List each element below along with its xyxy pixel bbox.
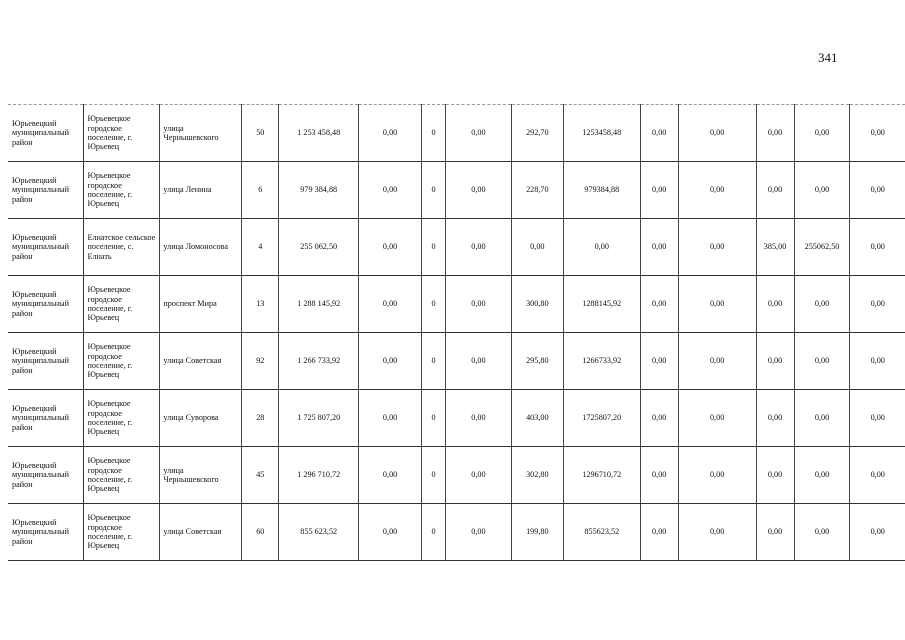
street-cell: улица Чернышевского (160, 447, 242, 504)
house-number-cell: 13 (242, 276, 279, 333)
settlement-cell: Юрьевецкое городское поселение, г. Юрьевец (84, 504, 160, 561)
district-cell: Юрьевецкий муниципальный район (8, 333, 84, 390)
house-number-cell: 60 (242, 504, 279, 561)
district-cell: Юрьевецкий муниципальный район (8, 504, 84, 561)
table-row (8, 162, 905, 219)
value-cell: 0,00 (850, 105, 905, 162)
cost-cell: 1288145,92 (563, 276, 640, 333)
value-cell: 0,00 (850, 333, 905, 390)
value-cell: 0 (422, 105, 446, 162)
value-cell: 0,00 (678, 162, 756, 219)
value-cell: 0,00 (850, 390, 905, 447)
value-cell: 0,00 (640, 276, 678, 333)
value-cell: 0,00 (794, 390, 850, 447)
value-cell: 385,00 (756, 219, 794, 276)
value-cell: 0,00 (445, 219, 511, 276)
street-cell: улица Ленина (160, 162, 242, 219)
value-cell: 0 (422, 447, 446, 504)
house-number-cell: 6 (242, 162, 279, 219)
value-cell: 0,00 (678, 105, 756, 162)
value-cell: 0,00 (640, 333, 678, 390)
area-cell: 228,70 (511, 162, 563, 219)
value-cell: 0,00 (756, 276, 794, 333)
value-cell: 0,00 (640, 162, 678, 219)
value-cell: 0,00 (756, 333, 794, 390)
total-cost-cell: 1 296 710,72 (279, 447, 359, 504)
value-cell: 0,00 (640, 447, 678, 504)
cost-cell: 1253458,48 (563, 105, 640, 162)
total-cost-cell: 855 623,52 (279, 504, 359, 561)
value-cell: 0,00 (359, 276, 422, 333)
value-cell: 0,00 (794, 162, 850, 219)
value-cell: 0,00 (359, 390, 422, 447)
value-cell: 0,00 (794, 105, 850, 162)
district-cell: Юрьевецкий муниципальный район (8, 276, 84, 333)
street-cell: проспект Мира (160, 276, 242, 333)
street-cell: улица Ломоносова (160, 219, 242, 276)
value-cell: 0,00 (445, 333, 511, 390)
value-cell: 0,00 (756, 504, 794, 561)
value-cell: 0,00 (850, 162, 905, 219)
value-cell: 0,00 (640, 390, 678, 447)
value-cell: 0,00 (756, 447, 794, 504)
value-cell: 0,00 (359, 504, 422, 561)
table-row (8, 276, 905, 333)
area-cell: 0,00 (511, 219, 563, 276)
value-cell: 0 (422, 162, 446, 219)
settlement-cell: Юрьевецкое городское поселение, г. Юрьевец (84, 447, 160, 504)
value-cell: 0 (422, 276, 446, 333)
area-cell: 295,80 (511, 333, 563, 390)
value-cell: 0,00 (359, 333, 422, 390)
house-number-cell: 92 (242, 333, 279, 390)
street-cell: улица Суворова (160, 390, 242, 447)
settlement-cell: Елнатское сельское поселение, с. Елнать (84, 219, 160, 276)
house-number-cell: 45 (242, 447, 279, 504)
total-cost-cell: 1 266 733,92 (279, 333, 359, 390)
value-cell: 0,00 (445, 504, 511, 561)
house-number-cell: 28 (242, 390, 279, 447)
value-cell: 0,00 (756, 105, 794, 162)
value-cell: 0,00 (445, 276, 511, 333)
page-number: 341 (818, 50, 838, 65)
settlement-cell: Юрьевецкое городское поселение, г. Юрьевец (84, 105, 160, 162)
value-cell: 0,00 (359, 219, 422, 276)
value-cell: 0,00 (678, 276, 756, 333)
value-cell: 0 (422, 333, 446, 390)
district-cell: Юрьевецкий муниципальный район (8, 162, 84, 219)
cost-cell: 1296710,72 (563, 447, 640, 504)
settlement-cell: Юрьевецкое городское поселение, г. Юрьевец (84, 333, 160, 390)
value-cell: 0,00 (794, 333, 850, 390)
value-cell: 0,00 (359, 447, 422, 504)
total-cost-cell: 1 725 807,20 (279, 390, 359, 447)
street-cell: улица Чернышевского (160, 105, 242, 162)
value-cell: 0,00 (756, 390, 794, 447)
value-cell: 0,00 (678, 333, 756, 390)
value-cell: 0,00 (850, 504, 905, 561)
street-cell: улица Советская (160, 504, 242, 561)
value-cell: 0,00 (359, 105, 422, 162)
settlement-cell: Юрьевецкое городское поселение, г. Юрьевец (84, 162, 160, 219)
value-cell: 0,00 (756, 162, 794, 219)
value-cell: 0,00 (445, 105, 511, 162)
value-cell: 0,00 (850, 219, 905, 276)
table-row (8, 333, 905, 390)
district-cell: Юрьевецкий муниципальный район (8, 105, 84, 162)
value-cell: 0,00 (794, 504, 850, 561)
value-cell: 0,00 (850, 447, 905, 504)
table-row (8, 504, 905, 561)
table-row (8, 447, 905, 504)
total-cost-cell: 979 384,88 (279, 162, 359, 219)
total-cost-cell: 1 253 458,48 (279, 105, 359, 162)
district-cell: Юрьевецкий муниципальный район (8, 219, 84, 276)
table-row (8, 219, 905, 276)
area-cell: 300,80 (511, 276, 563, 333)
area-cell: 292,70 (511, 105, 563, 162)
table-row (8, 390, 905, 447)
value-cell: 0,00 (445, 162, 511, 219)
value-cell: 0,00 (794, 276, 850, 333)
value-cell: 0,00 (794, 447, 850, 504)
value-cell: 0,00 (445, 390, 511, 447)
total-cost-cell: 1 288 145,92 (279, 276, 359, 333)
value-cell: 0,00 (640, 504, 678, 561)
value-cell: 0,00 (678, 447, 756, 504)
area-cell: 199,80 (511, 504, 563, 561)
cost-cell: 979384,88 (563, 162, 640, 219)
street-cell: улица Советская (160, 333, 242, 390)
value-cell: 0 (422, 390, 446, 447)
house-number-cell: 50 (242, 105, 279, 162)
value-cell: 0,00 (678, 504, 756, 561)
cost-cell: 855623,52 (563, 504, 640, 561)
value-cell: 0 (422, 219, 446, 276)
settlement-cell: Юрьевецкое городское поселение, г. Юрьевец (84, 390, 160, 447)
value-cell: 0,00 (640, 219, 678, 276)
value-cell: 255062,50 (794, 219, 850, 276)
value-cell: 0,00 (678, 390, 756, 447)
cost-cell: 1725807,20 (563, 390, 640, 447)
house-number-cell: 4 (242, 219, 279, 276)
cost-cell: 1266733,92 (563, 333, 640, 390)
settlement-cell: Юрьевецкое городское поселение, г. Юрьевец (84, 276, 160, 333)
area-cell: 403,00 (511, 390, 563, 447)
district-cell: Юрьевецкий муниципальный район (8, 390, 84, 447)
total-cost-cell: 255 062,50 (279, 219, 359, 276)
value-cell: 0,00 (678, 219, 756, 276)
value-cell: 0 (422, 504, 446, 561)
cost-cell: 0,00 (563, 219, 640, 276)
value-cell: 0,00 (445, 447, 511, 504)
housing-repair-table (8, 104, 905, 561)
district-cell: Юрьевецкий муниципальный район (8, 447, 84, 504)
table-row (8, 105, 905, 162)
value-cell: 0,00 (850, 276, 905, 333)
value-cell: 0,00 (640, 105, 678, 162)
area-cell: 302,80 (511, 447, 563, 504)
value-cell: 0,00 (359, 162, 422, 219)
